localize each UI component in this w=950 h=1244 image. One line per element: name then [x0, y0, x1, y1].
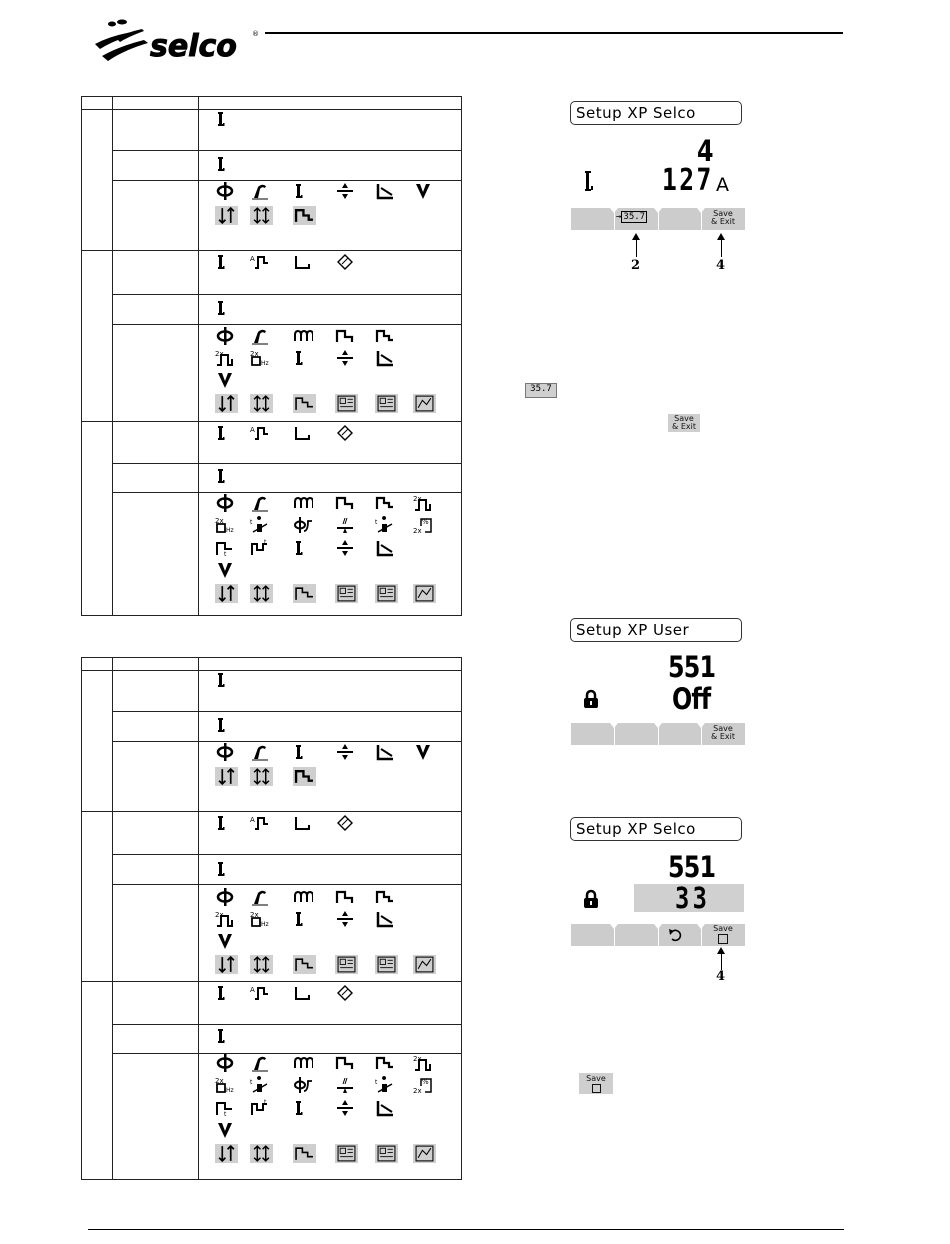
svg-text:2x: 2x [215, 350, 224, 358]
phislope-icon [293, 1076, 313, 1094]
lock-icon [582, 689, 600, 709]
cross-icon [335, 182, 355, 200]
svg-text:Hz: Hz [226, 1087, 234, 1094]
i1-icon [293, 743, 313, 761]
svg-text:A: A [250, 255, 255, 263]
phi-icon [215, 743, 235, 761]
svg-text:Hz: Hz [261, 360, 269, 367]
phi-icon [215, 888, 235, 906]
pulse2x-icon [215, 349, 235, 367]
cross-icon [335, 349, 355, 367]
square-icon [293, 424, 313, 442]
stairs-icon [293, 584, 316, 603]
svg-text:®: ® [252, 30, 259, 38]
torch-icon [250, 743, 270, 761]
ramp2-icon [375, 327, 395, 345]
svg-text:A: A [250, 426, 255, 434]
pulse2hz-icon [250, 910, 270, 928]
svg-text:t: t [224, 551, 227, 557]
ramp-icon [335, 1054, 355, 1072]
box-icon [335, 1144, 358, 1163]
svg-text:Hz: Hz [226, 527, 234, 534]
tman-icon [250, 516, 270, 534]
ramp2-icon [375, 888, 395, 906]
panel-b-number: 551 [668, 650, 716, 684]
i1-icon [215, 467, 235, 485]
tman-icon [375, 516, 395, 534]
cross-icon [335, 743, 355, 761]
pulseA-icon [250, 424, 270, 442]
phi-icon [215, 327, 235, 345]
i1-icon [215, 671, 235, 689]
lock-icon [582, 889, 600, 909]
parameter-table-1 [81, 96, 462, 616]
svg-text:A: A [250, 986, 255, 994]
panel-b-value: Off [672, 682, 711, 716]
pulse2x-icon [413, 494, 433, 512]
svg-text:t: t [224, 1111, 227, 1117]
pulse2hz-icon [215, 516, 235, 534]
panel-c-title: Setup XP Selco [570, 817, 742, 841]
i1-icon [215, 155, 235, 173]
diamond-icon [335, 253, 355, 271]
updown-icon [215, 955, 238, 974]
drop-icon [335, 516, 355, 534]
dupdown-icon [250, 584, 273, 603]
cross-icon [335, 910, 355, 928]
svg-text:2x: 2x [215, 911, 224, 919]
footer-rule [88, 1229, 844, 1230]
pulse2hz-icon [250, 349, 270, 367]
box-icon [375, 394, 398, 413]
i1-icon [215, 984, 235, 1002]
i1-icon [215, 716, 235, 734]
svg-text:%: % [422, 1078, 429, 1086]
svg-text:t: t [375, 1079, 378, 1086]
slope-icon [375, 182, 395, 200]
tman-icon [375, 1076, 395, 1094]
i1-icon [215, 1027, 235, 1045]
torch-icon [250, 182, 270, 200]
phi-icon [215, 494, 235, 512]
cross-icon [335, 539, 355, 557]
inline-save-exit-icon: Save & Exit [668, 414, 700, 432]
tman-icon [250, 1076, 270, 1094]
callout-4: 4 [716, 969, 726, 984]
torch-icon [250, 494, 270, 512]
drop-icon [335, 1076, 355, 1094]
diamond-icon [335, 424, 355, 442]
updown-icon [215, 1144, 238, 1163]
box-icon [335, 955, 358, 974]
diamond-icon [335, 814, 355, 832]
panel-a-number: 4 [697, 134, 713, 168]
svg-text:2x: 2x [215, 1077, 224, 1085]
i1-icon [215, 299, 235, 317]
header-rule [265, 32, 843, 34]
panel-c-save-button[interactable]: Save [706, 925, 740, 944]
i1-icon [215, 860, 235, 878]
dupdown-icon [250, 394, 273, 413]
graph-icon [413, 955, 436, 974]
ramp-icon [335, 494, 355, 512]
dupdown-icon [250, 767, 273, 786]
ramp-icon [335, 888, 355, 906]
panel-a-unit: A [716, 174, 729, 196]
graph-icon [413, 584, 436, 603]
i1-icon [293, 349, 313, 367]
ramp-icon [335, 327, 355, 345]
v-icon [413, 743, 433, 761]
svg-text:t: t [250, 1079, 253, 1086]
pct-icon [413, 1076, 433, 1094]
updown-icon [215, 394, 238, 413]
wave-icon [293, 888, 313, 906]
parameter-table-2 [81, 657, 462, 1180]
pct-icon [413, 516, 433, 534]
i1-icon [215, 814, 235, 832]
rampt-icon [215, 539, 235, 557]
slope-icon [375, 910, 395, 928]
panel-a-value-button[interactable]: → 35.7 [616, 212, 646, 222]
callout-arrow [721, 953, 722, 970]
panel-b-title: Setup XP User [570, 618, 742, 642]
box-icon [375, 584, 398, 603]
slope-icon [375, 743, 395, 761]
svg-text:A: A [250, 816, 255, 824]
panel-a-value: 127 [662, 163, 714, 198]
dupdown-icon [250, 206, 273, 225]
v-icon [413, 182, 433, 200]
panel-c-number: 551 [668, 850, 716, 884]
undo-icon[interactable] [667, 928, 687, 942]
ramp2-icon [293, 206, 316, 225]
diamond-icon [335, 984, 355, 1002]
ramp2-icon [375, 1054, 395, 1072]
torch-icon [250, 1054, 270, 1072]
pulseA-icon [250, 984, 270, 1002]
stairs-icon [293, 394, 316, 413]
inline-save-icon: Save [579, 1073, 613, 1094]
rampt-icon [215, 1099, 235, 1117]
callout-arrow [636, 239, 637, 257]
square-icon [293, 814, 313, 832]
phi-icon [215, 1054, 235, 1072]
svg-text:2x: 2x [413, 1087, 422, 1094]
i1-icon [293, 910, 313, 928]
box-icon [335, 394, 358, 413]
graph-icon [413, 1144, 436, 1163]
ramp2-icon [375, 494, 395, 512]
pulse2x-icon [215, 910, 235, 928]
svg-text:%: % [422, 518, 429, 526]
v-icon [215, 932, 235, 950]
panel-a-save-exit-button[interactable]: Save & Exit [711, 209, 735, 226]
dupdown-icon [250, 1144, 273, 1163]
stairs-icon [293, 955, 316, 974]
svg-text:t: t [250, 519, 253, 526]
slope-icon [375, 1099, 395, 1117]
updown-icon [215, 767, 238, 786]
square-icon [293, 984, 313, 1002]
selco-logo [92, 16, 262, 62]
callout-2: 2 [631, 258, 641, 273]
i1-icon [293, 1099, 313, 1117]
graph-icon [413, 394, 436, 413]
wave-icon [293, 327, 313, 345]
slope-icon [375, 539, 395, 557]
wave-icon [293, 1054, 313, 1072]
svg-text:2x: 2x [413, 495, 422, 503]
torch-icon [250, 888, 270, 906]
torch-icon [250, 327, 270, 345]
phi-icon [215, 182, 235, 200]
i1-icon [293, 182, 313, 200]
svg-text:t: t [264, 1099, 267, 1106]
pulseA-icon [250, 814, 270, 832]
panel-b-save-exit-button[interactable]: Save & Exit [711, 724, 735, 741]
i1-icon [215, 424, 235, 442]
box-icon [375, 955, 398, 974]
current-i1-icon [585, 170, 601, 192]
dupdown-icon [250, 955, 273, 974]
svg-text:Hz: Hz [261, 921, 269, 928]
rampt2-icon [250, 539, 270, 557]
svg-text:2x: 2x [215, 517, 224, 525]
pulse2x-icon [413, 1054, 433, 1072]
updown-icon [215, 206, 238, 225]
phislope-icon [293, 516, 313, 534]
inline-value-icon: 35.7 [525, 383, 557, 398]
svg-text:selco: selco [150, 29, 237, 62]
svg-text:2x: 2x [413, 1055, 422, 1063]
callout-4: 4 [716, 258, 726, 273]
svg-text:2x: 2x [250, 350, 259, 358]
svg-text:t: t [264, 539, 267, 546]
box-icon [375, 1144, 398, 1163]
v-icon [215, 1121, 235, 1139]
i1-icon [215, 110, 235, 128]
i1-icon [293, 539, 313, 557]
rampt2-icon [250, 1099, 270, 1117]
wave-icon [293, 494, 313, 512]
box-icon [335, 584, 358, 603]
svg-text:t: t [375, 519, 378, 526]
pulse2hz-icon [215, 1076, 235, 1094]
square-icon [293, 253, 313, 271]
svg-text:2x: 2x [250, 911, 259, 919]
svg-text:2x: 2x [413, 527, 422, 534]
ramp2-icon [293, 767, 316, 786]
panel-c-value: 33 [675, 881, 711, 915]
v-icon [215, 561, 235, 579]
v-icon [215, 371, 235, 389]
callout-arrow [721, 239, 722, 257]
stairs-icon [293, 1144, 316, 1163]
updown-icon [215, 584, 238, 603]
cross-icon [335, 1099, 355, 1117]
pulseA-icon [250, 253, 270, 271]
i1-icon [215, 253, 235, 271]
panel-a-title: Setup XP Selco [570, 101, 742, 125]
slope-icon [375, 349, 395, 367]
